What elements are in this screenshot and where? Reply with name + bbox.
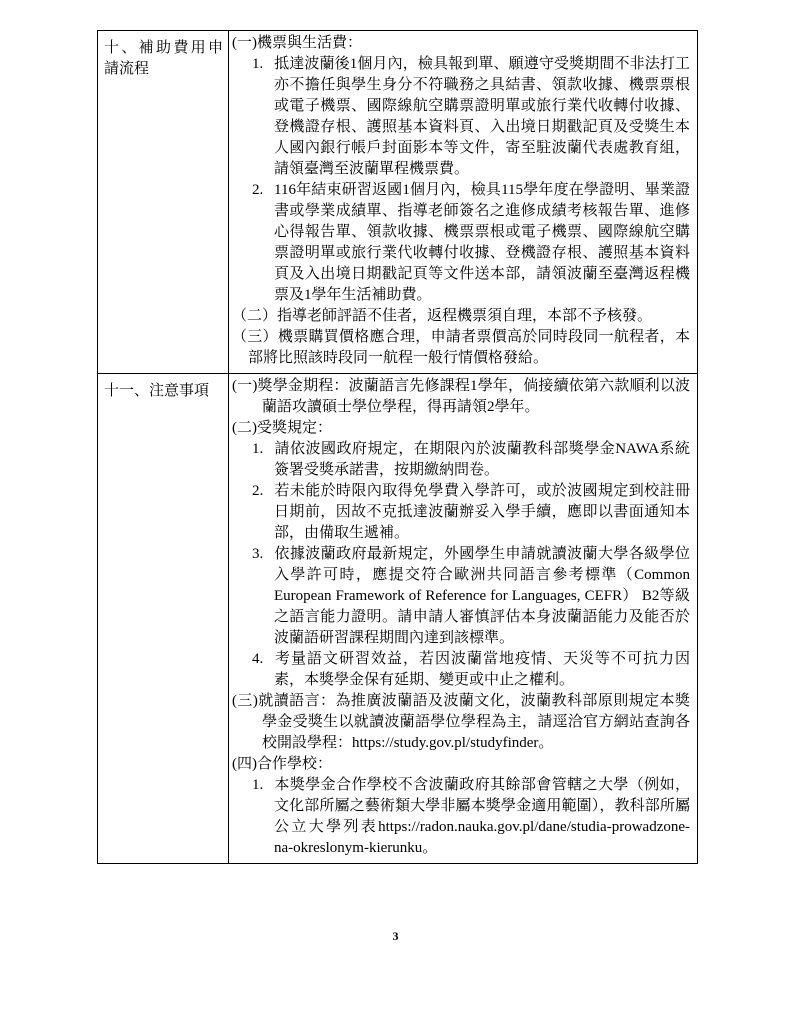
numbered-item [232,481,690,544]
clause-text: 就讀語言：為推廣波蘭語及波蘭文化，波蘭教科部原則規定本獎學金受獎生以就讀波蘭語學位學程為主，請逕洽官方網站查詢各校開設學程： [257,693,690,751]
clause-text: 獎學金期程：波蘭語言先修課程1學年，倘接續依第六款順利以波蘭語攻讀碩士學位學程，得再請領2學年。 [257,378,690,415]
clause-text: 合作學校： [257,756,333,772]
item-text-suffix: 。 [422,840,438,856]
numbered-item [232,439,690,481]
clause [232,33,690,54]
clause-text: 受獎規定： [257,420,333,436]
clause-label: (一) [232,378,258,394]
row-content [229,374,698,864]
url-radon-nauka: https://radon.nauka.gov.pl/dane/studia-prowadzone-na-okreslonym-kierunku [274,819,690,856]
clause-text: 指導老師評語不佳者，返程機票須自理，本部不予核發。 [277,308,653,324]
item-text: 116年結束研習返國1個月內，檢具115學年度在學證明、畢業證書或學業成績單、指導老師簽名之進修成績考核報告單、進修心得報告單、領款收據、機票票根或電子機票、國際線航空購票證明單或旅行業代收轉付收據、登機證存根、護照基本資料頁及入出境日期戳記頁等文件送本部，請領波蘭至臺灣返程機票及1學年生活補助費。 [274,182,690,303]
numbered-item [232,775,690,859]
clause [232,418,690,439]
item-number: 1. [252,441,264,457]
row-content [229,31,698,374]
item-number: 1. [252,56,264,72]
clause-label: (三) [232,693,258,709]
table-row [98,31,698,374]
numbered-item [232,649,690,691]
item-text: 本獎學金合作學校不含波蘭政府其餘部會管轄之大學（例如，文化部所屬之藝術類大學非屬本獎學金適用範圍），教科部所屬公立大學列表 [274,777,690,835]
clause [232,327,690,369]
clause-label: (四) [232,756,257,772]
clause [232,306,690,327]
clause-label: (二) [232,420,257,436]
row-heading: 十、補助費用申請流程 [98,31,229,374]
row-heading: 十一、注意事項 [98,374,229,864]
clause-label: （二） [232,308,278,324]
item-number: 4. [252,651,264,667]
item-text: 考量語文研習效益，若因波蘭當地疫情、天災等不可抗力因素，本獎學金保有延期、變更或中止之權利。 [274,651,690,688]
item-number: 2. [252,182,264,198]
numbered-item [232,180,690,306]
clause-text-suffix: 。 [538,735,554,751]
item-number: 1. [252,777,264,793]
document-table [97,30,698,864]
url-studyfinder: https://study.gov.pl/studyfinder [352,735,539,751]
clause-text: 機票與生活費： [257,35,363,51]
item-text: 請依波國政府規定，在期限內於波蘭教科部獎學金NAWA系統簽署受獎承諾書，按期繳納問卷。 [274,441,690,478]
item-number: 2. [252,483,264,499]
item-text: 抵達波蘭後1個月內，檢具報到單、願遵守受獎期間不非法打工亦不擔任與學生身分不符職務之具結書、領款收據、機票票根或電子機票、國際線航空購票證明單或旅行業代收轉付收據、登機證存根、護照基本資料頁、入出境日期戳記頁及受獎生本人國內銀行帳戶封面影本等文件，寄至駐波蘭代表處教育組，請領臺灣至波蘭單程機票費。 [274,56,690,177]
item-text: 依據波蘭政府最新規定，外國學生申請就讀波蘭大學各級學位入學許可時，應提交符合歐洲共同語言參考標準（Common European Framework of Reference for Languages, CEFR） B2等級之語言能力證明。請申請人審慎評估本身波蘭語能力及能否於波蘭語研習課程期間內達到該標準。 [274,546,690,646]
clause [232,691,690,754]
table-row [98,374,698,864]
page-number: 3 [392,929,399,943]
clause [232,754,690,775]
clause-label: （三） [232,329,278,345]
clause-label: (一) [232,35,257,51]
clause [232,376,690,418]
numbered-item [232,544,690,649]
item-text: 若未能於時限內取得免學費入學許可，或於波國規定到校註冊日期前，因故不克抵達波蘭辦妥入學手續，應即以書面通知本部，由備取生遞補。 [274,483,690,541]
item-number: 3. [252,546,264,562]
clause-text: 機票購買價格應合理，申請者票價高於同時段同一航程者，本部將比照該時段同一航程一般行情價格發給。 [248,329,690,366]
numbered-item [232,54,690,180]
